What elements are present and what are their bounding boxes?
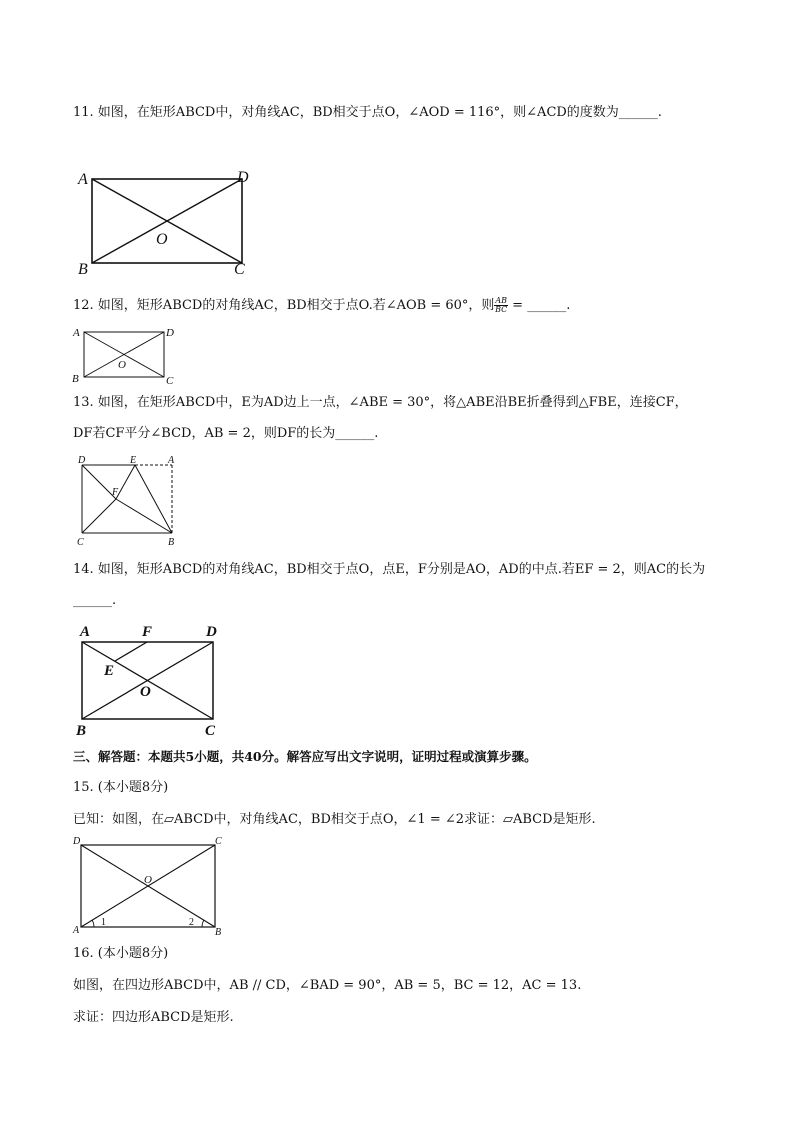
q13-label-b: B bbox=[168, 537, 175, 548]
q12-frac-den: BC bbox=[495, 305, 508, 314]
q14-label-e: E bbox=[104, 663, 115, 679]
q13-figure bbox=[72, 453, 187, 549]
q12-figure bbox=[70, 324, 185, 386]
q14-label-f: F bbox=[142, 624, 153, 640]
q14-label-c: C bbox=[205, 723, 216, 739]
q12-label-o: O bbox=[118, 359, 126, 371]
q12-label-d: D bbox=[166, 327, 174, 339]
q11-label-o: O bbox=[156, 231, 168, 248]
q16-line1: 如图，在四边形ABCD中，AB // CD，∠BAD = 90°，AB = 5，BC = 12，AC = 13. bbox=[73, 978, 582, 993]
q15-header: 15. (本小题8分) bbox=[73, 780, 169, 795]
q14-line2: ______. bbox=[73, 593, 117, 608]
q11-label-b: B bbox=[78, 261, 88, 278]
q16-line2: 求证：四边形ABCD是矩形. bbox=[73, 1010, 234, 1025]
q12-label-a: A bbox=[73, 327, 80, 339]
q13-line1: 13. 如图，在矩形ABCD中，E为AD边上一点，∠ABE = 30°，将△ABE沿BE折叠得到△FBE，连接CF， bbox=[73, 395, 688, 410]
q12-fraction bbox=[494, 297, 508, 314]
q15-text: 已知：如图，在▱ABCD中，对角线AC，BD相交于点O，∠1 = ∠2求证：▱ABCD是矩形. bbox=[73, 812, 596, 827]
q15-label-b: B bbox=[215, 927, 222, 938]
q14-line1: 14. 如图，矩形ABCD的对角线AC，BD相交于点O，点E，F分别是AO，AD的中点.若EF = 2，则AC的长为 bbox=[73, 562, 706, 577]
q14-label-b: B bbox=[76, 723, 87, 739]
q14-label-o: O bbox=[140, 684, 151, 700]
q11-label-d: D bbox=[237, 169, 249, 186]
q15-angle-2-label: 2 bbox=[189, 917, 194, 928]
q11-label-c: C bbox=[234, 261, 245, 278]
q16-header: 16. (本小题8分) bbox=[73, 946, 169, 961]
q13-label-e: E bbox=[130, 455, 137, 466]
q15-figure bbox=[70, 834, 230, 938]
q14-label-d: D bbox=[206, 624, 217, 640]
q11-label-a: A bbox=[78, 171, 88, 188]
q12-text-before: 12. 如图，矩形ABCD的对角线AC，BD相交于点O.若∠AOB = 60°，则 bbox=[73, 298, 495, 313]
q15-label-d: D bbox=[73, 836, 81, 847]
q13-label-a: A bbox=[168, 455, 175, 466]
q11-text: 11. 如图，在矩形ABCD中，对角线AC，BD相交于点O，∠AOD = 116°，则∠ACD的度数为______. bbox=[73, 105, 662, 120]
q13-label-d: D bbox=[78, 455, 86, 466]
q15-label-a: A bbox=[73, 925, 80, 936]
q15-label-c: C bbox=[215, 836, 222, 847]
q12-text-after: = ______. bbox=[508, 298, 571, 313]
q15-angle-1-label: 1 bbox=[101, 917, 106, 928]
q14-label-a: A bbox=[80, 624, 91, 640]
section3-title: 三、解答题：本题共5小题，共40分。解答应写出文字说明，证明过程或演算步骤。 bbox=[73, 749, 537, 764]
q13-line2: DF若CF平分∠BCD，AB = 2，则DF的长为______. bbox=[73, 426, 379, 441]
q14-figure bbox=[72, 620, 232, 740]
q12-text bbox=[73, 297, 754, 315]
q15-label-o: O bbox=[144, 874, 152, 886]
q13-label-c: C bbox=[77, 537, 84, 548]
q12-frac-num: AB bbox=[495, 296, 508, 305]
q12-label-c: C bbox=[166, 375, 174, 386]
q12-label-b: B bbox=[72, 373, 79, 385]
q13-label-f: F bbox=[112, 487, 119, 498]
q11-figure bbox=[72, 166, 262, 278]
